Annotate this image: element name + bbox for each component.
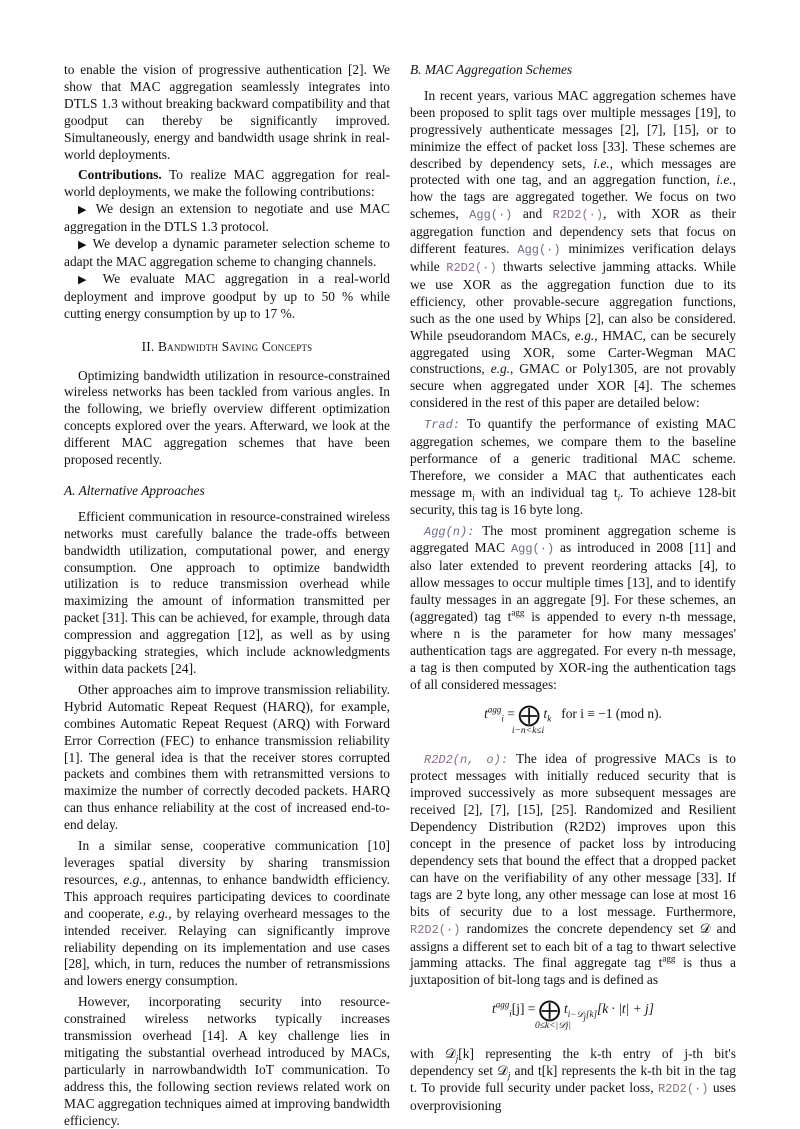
text-run: randomizes the concrete dependency set 𝒟 and assigns a different set to each bit of a tag to thwart selective jamming attacks. The final aggregate tag t: [410, 920, 736, 971]
text-run: In recent years, various MAC aggregation schemes have been proposed to split tags over multiple messages [19], to progressively authenticate messages [2], [7], [15], or to minimize the effect of packet loss [33]. These schemes are described by dependency sets,: [410, 87, 736, 171]
section-heading: [64, 339, 390, 356]
text-run: , with XOR as their aggregation function and dependency sets that focus on different features.: [410, 206, 737, 257]
text-run: i.e.: [716, 172, 733, 188]
bullet-text: We design an extension to negotiate and use MAC aggregation in the DTLS 1.3 protocol.: [64, 201, 390, 235]
contributions-text: To realize MAC aggregation for real-world deployments, we make the following contributions:: [64, 167, 390, 200]
superscript: agg: [662, 953, 676, 964]
text-run: , GMAC or Poly1305, are not provably secure when aggregated under XOR [4]. The schemes considered in the rest of this paper are detailed below:: [410, 361, 736, 411]
math-subscript: i−n<k≤i: [511, 725, 545, 736]
text-run: To quantify the performance of existing MAC aggregation schemes, we compare them to the baseline performance of a generic traditional MAC scheme. Therefore, we consider a MAC that authenticates each message m: [410, 416, 736, 500]
section-intro-paragraph: Optimizing bandwidth utilization in resource-constrained wireless networks has been tackled from various angles. In the following, we briefly overview different optimization concepts explored over the years. Afterward, we look at the different MAC aggregation schemes that have been proposed recently.: [64, 367, 390, 468]
math-symbol: [k · |t| + j]: [597, 1001, 654, 1017]
r2d2-label: R2D2(n, o):: [424, 752, 509, 767]
intro-paragraph: to enable the vision of progressive authentication [2]. We show that MAC aggregation seamlessly integrates into DTLS 1.3 without breaking backward compatibility and that goodput can thereby be significantly improved. Simultaneously, energy and bandwidth usage shrink in real-world deployments.: [64, 62, 390, 162]
body-paragraph: [410, 88, 736, 412]
trad-label: Trad:: [424, 418, 461, 433]
aggn-paragraph: [410, 523, 736, 694]
aggn-label: Agg(n):: [424, 524, 475, 539]
text-run: and t[k] represents the k-th bit in the tag t. To provide full security under packet loss,: [410, 1063, 737, 1095]
text-run: In a similar sense, cooperative communication [10] leverages spatial diversity by sharing transmission resources,: [64, 838, 390, 887]
math-condition: for i ≡ −1 (mod n).: [561, 705, 662, 721]
r2d2-paragraph: [410, 751, 736, 990]
agg-function: Agg(·): [510, 542, 555, 557]
oplus-icon: ⨁: [518, 701, 541, 727]
text-run: The most prominent aggregation scheme is aggregated MAC: [410, 522, 736, 556]
body-paragraph: Efficient communication in resource-constrained wireless networks must carefully balance the trade-offs between bandwidth utilization, computational power, and energy consumption. One approach to optimize bandwidth utilization is to reduce transmission overhead while maximizing the amount of information transmitted per packet [31]. This can be achieved, for example, through data compression and aggregation [12], as well as by using piggybacking strategies, which include acknowledgments within data packets [24].: [64, 508, 390, 676]
bullet-text: We evaluate MAC aggregation in a real-world deployment and improve goodput by up to 50 % while cutting energy consumption by up to 17 %.: [64, 270, 390, 321]
left-column: [64, 62, 390, 1129]
math-symbol: t: [543, 705, 548, 721]
superscript: agg: [511, 607, 525, 618]
contributions-label: Contributions.: [78, 167, 162, 183]
body-paragraph: [64, 838, 390, 990]
oplus-icon: ⨁: [538, 997, 561, 1023]
math-symbol: =: [503, 705, 519, 721]
text-run: with 𝒟: [410, 1046, 456, 1062]
r2d2-function: R2D2(·): [410, 922, 461, 937]
agg-function: Agg(·): [469, 208, 513, 223]
text-run: minimizes verification delays while: [410, 241, 736, 274]
text-run: i.e.: [593, 155, 610, 171]
text-run: e.g.: [123, 871, 143, 887]
section-title: Bandwidth Saving Concepts: [158, 338, 313, 354]
text-run: [k] representing the k-th entry of j-th bit's dependency set 𝒟: [410, 1046, 736, 1079]
text-run: is thus a juxtaposition of bit-long tags and is defined as: [410, 955, 737, 988]
text-run: is appended to every n-th message, where n is the parameter for how many messages' authentication tags are aggregated. For every n-th message, a tag is then computed by XOR-ing the authentication tags of all considered messages:: [410, 609, 736, 692]
math-symbol: t: [492, 1001, 496, 1017]
text-run: and: [512, 206, 553, 222]
right-column: [410, 62, 736, 1115]
text-run: e.g.: [574, 327, 595, 343]
math-symbol: t: [564, 1001, 568, 1017]
bullet-text: We develop a dynamic parameter selection scheme to adapt the MAC aggregation scheme to changing channels.: [64, 236, 390, 269]
agg-function: Agg(·): [517, 243, 561, 258]
body-paragraph: However, incorporating security into resource-constrained wireless networks typically increases transmission overhead [14]. A key challenge lies in mitigating the substantial overhead introduced by MACs, particularly in narrowbandwidth IoT communication. To address this, the following section reviews related work on MAC aggregation techniques aimed at improving bandwidth efficiency.: [64, 994, 390, 1128]
text-run: , by relaying overheard messages to the intended receiver. Relaying can significantly improve reliability depending on its implementation and use cases [28], which, in turn, reduces the number of retransmissions and lowers energy consumption.: [64, 905, 391, 989]
body-paragraph: Other approaches aim to improve transmission reliability. Hybrid Automatic Repeat Request (HARQ), for example, combines Automatic Repeat Request (ARQ) with Forward Error Correction (FEC) to enhance transmission reliability [1]. The general idea is that the receiver stores corrupted packets and combines them with retransmitted versions to maximize the number of correctly decoded packets. HARQ can thus enhance reliability at the cost of increased end-to-end delay.: [64, 681, 390, 833]
text-run: , which messages are protected with one tag, and an aggregation function,: [410, 155, 737, 188]
bullet-arrow-icon: ▶: [78, 239, 88, 252]
text-run: , antennas, to enhance bandwidth efficiency. This approach requires participating devices to coordinate and cooperate,: [64, 871, 390, 921]
contribution-bullet-3: [64, 271, 390, 323]
equation-2: $t^{agg}_i[j]$ = ⨁ $t_{i-𝒟_j[k]}[k \cdot |t| + j]$ 0≤k<|𝒟j|: [410, 999, 736, 1036]
contributions-paragraph: [64, 167, 390, 201]
subsection-heading: A. Alternative Approaches: [64, 482, 205, 498]
r2d2-function: R2D2(·): [658, 1081, 709, 1096]
math-subscript: 0≤k<|𝒟j|: [534, 1021, 572, 1032]
subsection-heading: B. MAC Aggregation Schemes: [410, 62, 573, 77]
contribution-bullet-1: [64, 201, 390, 236]
bullet-arrow-icon: ▶: [78, 273, 94, 286]
contribution-bullet-2: [64, 236, 390, 271]
text-run: e.g.: [148, 905, 169, 921]
superscript: agg: [495, 999, 510, 1010]
text-run: with an individual tag t: [474, 484, 618, 500]
text-run: . To achieve 128-bit security, this tag is 16 byte long.: [410, 484, 736, 517]
equation-1: $t^{agg}_i$ = ⨁ $t_k$ for i ≡ −1 (mod n). i−n<k≤i: [410, 704, 736, 741]
trad-paragraph: Trad: To quantify the performance of existing MAC aggregation schemes, we compare them to the baseline performance of a generic traditional MAC scheme. Therefore, we consider a MAC that authenticates each message $m_i$ with an individual tag $t_i$. To achieve 128-bit security, this tag is 16 byte long.: [410, 416, 736, 517]
bullet-arrow-icon: ▶: [78, 204, 90, 217]
final-paragraph: with 𝒟$_j$[k] representing the k-th entry of j-th bit's dependency set 𝒟$_j$ and t[k] represents the k-th bit in the tag t. To provide full security under packet loss, R2D2(·) uses overprovisioning: [410, 1046, 737, 1113]
math-symbol: [j] =: [511, 1001, 539, 1017]
text-run: uses overprovisioning: [410, 1079, 736, 1113]
text-run: The idea of progressive MACs is to protect messages with initially reduced security that is improved successively as more subsequent messages are received [2], [7], [15], [25]. Randomized and Resilient Dependency Distribution (R2D2) improves upon this concept in the presence of packet loss by introducing dependency sets that bound the effect that a dropped packet can have on the verifiability of any other message [33]. If tags are 2 byte long, any other message can lose at most 16 bits of security due to a lost message. Furthermore,: [410, 750, 736, 919]
math-symbol: t: [484, 705, 488, 721]
text-run: thwarts selective jamming attacks. While we use XOR as the aggregation function due to its efficiency, other provable-secure aggregation functions, such as the one used by Whips [2], can also be considered. While pseudorandom MACs,: [410, 258, 736, 343]
r2d2-function: R2D2(·): [446, 260, 497, 275]
superscript: agg: [487, 704, 502, 715]
section-number: II.: [141, 338, 159, 354]
text-run: , how the tags are aggregated together. We focus on two schemes,: [410, 172, 736, 222]
text-run: , HMAC, can be securely aggregated using XOR, some Carter-Wegman MAC constructions,: [410, 327, 736, 377]
r2d2-function: R2D2(·): [552, 208, 604, 223]
text-run: e.g.: [490, 361, 511, 377]
text-run: as introduced in 2008 [11] and also later extended to prevent reordering attacks [4], to allow messages to occur multiple times [13], and to identify faulty messages in an aggregate [9]. For these schemes, an (aggregated) tag t: [410, 540, 736, 625]
